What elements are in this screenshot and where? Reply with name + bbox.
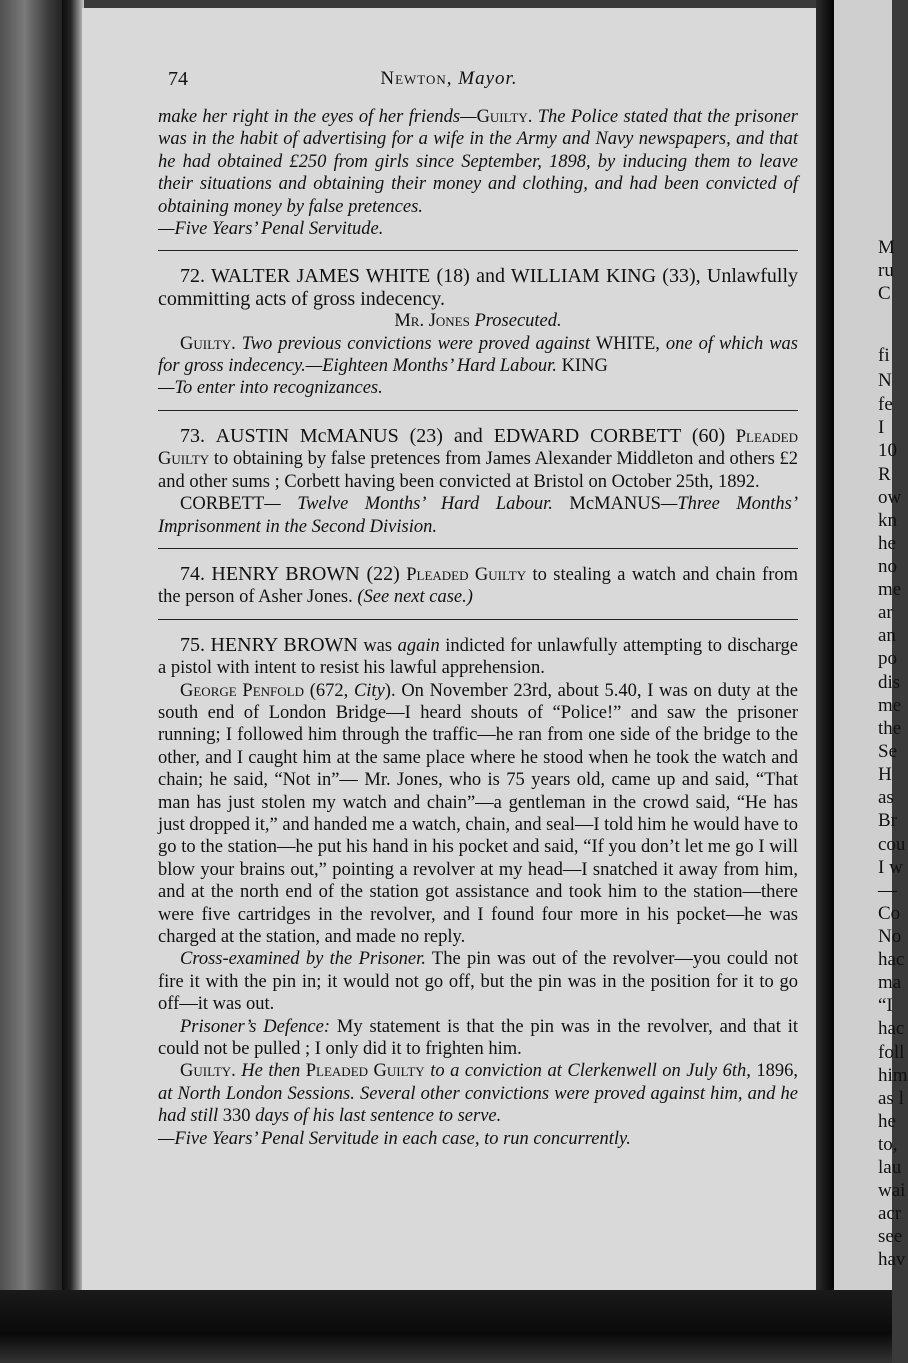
adjacent-page-fragment: fi xyxy=(878,345,890,366)
case-75-defence: Prisoner’s Defence: My statement is that the pin was in the revolver, and that it could not be pulled ; I only did it to frighten him. xyxy=(158,1016,799,1060)
adjacent-page-fragment: hac xyxy=(878,1018,905,1039)
adjacent-page-fragment: R xyxy=(878,464,891,485)
adjacent-page-fragment: No xyxy=(878,926,902,947)
adjacent-page-fragment: an xyxy=(878,625,896,646)
intro-paragraph: make her right in the eyes of her friends—Guilty. The Police stated that the prisoner was in the habit of advertising for a wife in the Army and Navy newspapers, and that he had obtained £250 from girls since September, 1898, by inducing them to leave their situations and obtaining their money and clothing, and had been convicted of obtaining money by false pretences. —Five Years’ Penal Servitude. xyxy=(158,107,798,240)
adjacent-page-fragment: H xyxy=(878,764,892,785)
adjacent-page-fragment: Br xyxy=(878,810,897,831)
page-body xyxy=(158,106,798,1150)
adjacent-page-fragment: acr xyxy=(878,1203,902,1224)
adjacent-page-fragment: 10 xyxy=(878,440,897,461)
adjacent-page-fragment: kn xyxy=(878,510,897,531)
divider xyxy=(158,548,798,549)
page-number: 74 xyxy=(168,68,188,90)
case-72 xyxy=(158,265,798,399)
case-75-verdict: Guilty. He then Pleaded Guilty to a conviction at Clerkenwell on July 6th, 1896, at North London Sessions. Several other convictions were proved against him, and he had still 330 days of his last sentence to serve. —Five Years’ Penal Servitude in each case, to run concurrently. xyxy=(158,1061,799,1149)
adjacent-page-fragment: po xyxy=(878,648,897,669)
running-title xyxy=(82,68,816,90)
case-73-sentence: CORBETT— Twelve Months’ Hard Labour. McMANUS—Three Months’ Imprisonment in the Second Division. xyxy=(158,494,799,537)
adjacent-page-fragment: foll xyxy=(878,1042,905,1063)
adjacent-page-fragment: ma xyxy=(878,972,902,993)
adjacent-page-fragment: me xyxy=(878,695,902,716)
adjacent-page-fragment: see xyxy=(878,1226,903,1247)
adjacent-page-fragment: as xyxy=(878,787,894,808)
scan-left-edge xyxy=(0,0,70,1363)
case-73-heading: 73. AUSTIN McMANUS (23) and EDWARD CORBETT (60) Pleaded Guilty to obtaining by false pretences from James Alexander Middleton and others £2 and other sums ; Corbett having been convicted at Bristol on October 25th, 1892. xyxy=(158,424,799,492)
adjacent-page-fragment: he xyxy=(878,533,896,554)
adjacent-page-fragment: as l xyxy=(878,1088,904,1109)
adjacent-page-fragment: me xyxy=(878,579,902,600)
adjacent-page-fragment: Se xyxy=(878,741,897,762)
divider xyxy=(158,410,798,411)
case-75-cross-examination: Cross-examined by the Prisoner. The pin was out of the revolver—you could not fire it with the pin in; it would not go off, but the pin was in the position for it to go off—it was out. xyxy=(158,949,798,1015)
adjacent-page-fragment: hac xyxy=(878,949,905,970)
page-gutter xyxy=(816,0,834,1300)
intro-sentence: —Five Years’ Penal Servitude. xyxy=(158,219,384,240)
adjacent-page-fragment: Co xyxy=(878,903,901,924)
book-binding xyxy=(62,0,84,1300)
adjacent-page-fragment: dis xyxy=(878,672,901,693)
running-title-name: Newton, xyxy=(380,68,453,89)
adjacent-page-fragment: M xyxy=(878,237,895,258)
running-title-office: Mayor. xyxy=(458,68,518,89)
case-72-heading: 72. WALTER JAMES WHITE (18) and WILLIAM KING (33), Unlawfully committing acts of gross indecency. xyxy=(158,265,799,310)
case-75-heading: 75. HENRY BROWN was again indicted for unlawfully attempting to discharge a pistol with intent to resist his lawful apprehension. xyxy=(158,633,798,679)
adjacent-page-fragment: C xyxy=(878,283,891,304)
adjacent-page-fragment: him xyxy=(878,1065,908,1086)
adjacent-page-fragment: fe xyxy=(878,394,893,415)
scan-bottom-edge xyxy=(0,1290,892,1363)
case-72-prosecutor: Mr. Jones Prosecuted. xyxy=(394,311,562,332)
adjacent-page xyxy=(834,0,908,1296)
book-page xyxy=(82,8,816,1290)
adjacent-page-fragment: hav xyxy=(878,1249,906,1270)
divider xyxy=(158,619,798,620)
case-74 xyxy=(158,563,798,609)
adjacent-page-fragment: “I xyxy=(878,995,893,1016)
running-header xyxy=(82,68,816,98)
divider xyxy=(158,250,798,251)
adjacent-page-fragment: ru xyxy=(878,260,894,281)
adjacent-page-fragment: I w xyxy=(878,857,903,878)
adjacent-page-fragment: he xyxy=(878,1111,896,1132)
adjacent-page-fragment: I xyxy=(878,417,885,438)
case-75 xyxy=(158,634,798,1150)
adjacent-page-fragment: to, xyxy=(878,1134,898,1155)
adjacent-page-fragment: the xyxy=(878,718,902,739)
adjacent-page-fragment: lau xyxy=(878,1157,902,1178)
case-73 xyxy=(158,425,798,538)
adjacent-page-fragment: no xyxy=(878,556,897,577)
adjacent-page-fragment: — xyxy=(878,880,897,901)
adjacent-page-fragment: wai xyxy=(878,1180,906,1201)
case-74-heading: 74. HENRY BROWN (22) Pleaded Guilty to stealing a watch and chain from the person of Asher Jones. (See next case.) xyxy=(158,562,799,608)
case-72-verdict: Guilty. Two previous convictions were proved against WHITE, one of which was for gross indecency.—Eighteen Months’ Hard Labour. KING —To enter into recognizances. xyxy=(158,333,798,399)
case-75-testimony: George Penfold (672, City). On November 23rd, about 5.40, I was on duty at the south end of London Bridge—I heard shouts of “Police!” and saw the prisoner running; I followed him through the traffic—he ran from one side of the bridge to the other, and I caught him at the same place where he stood when he took the watch and chain; he said, “Not in”— Mr. Jones, who is 75 years old, came up and said, “That man has just stolen my watch and chain”—a gentleman in the crowd said, “He has just dropped it,” and handed me a watch, chain, and seal—I told him he would have to go to the station—he put his hand in his pocket and said, “If you don’t let me go I will blow your brains out,” pointing a revolver at my head—I snatched it away from him, and at the north end of the station got assistance and took him to the station—there were five cartridges in the revolver, and I found four more in his pocket—he was charged at the station, and made no reply. xyxy=(158,680,799,947)
adjacent-page-fragment: ow xyxy=(878,487,902,508)
adjacent-page-fragment: N xyxy=(878,370,892,391)
adjacent-page-fragment: cou xyxy=(878,834,906,855)
adjacent-page-fragment: ar xyxy=(878,602,893,623)
